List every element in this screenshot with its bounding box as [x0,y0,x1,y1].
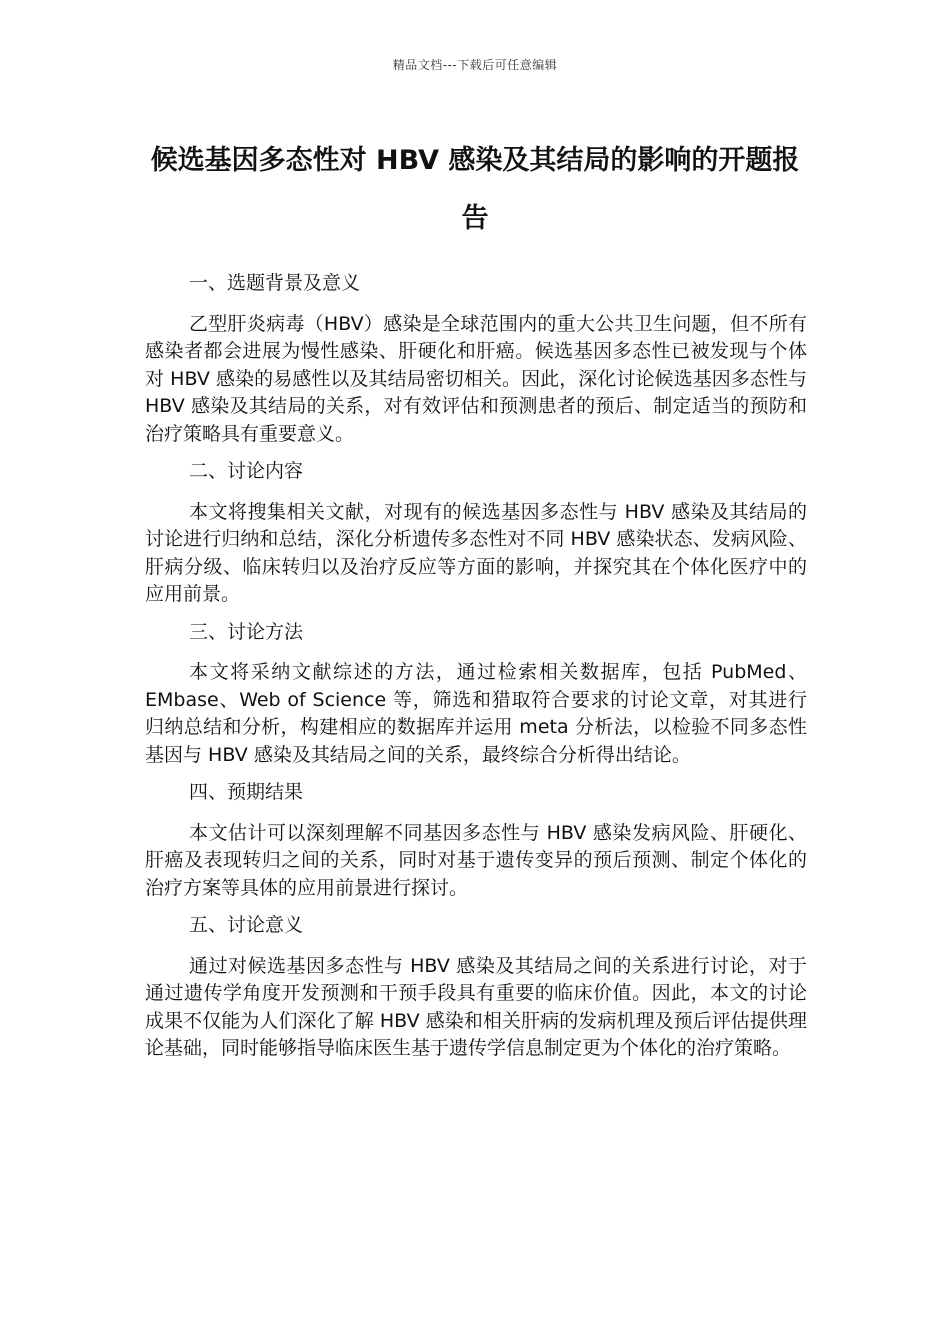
document-body [145,270,807,1073]
section-body-significance: 通过对候选基因多态性与 HBV 感染及其结局之间的关系进行讨论，对于通过遗传学角度开发预测和干预手段具有重要的临床价值。因此，本文的讨论成果不仅能为人们深化了解 HBV 感染和相关肝病的发病机理及预后评估提供理论基础，同时能够指导临床医生基于遗传学信息制定更为个体化的治疗策略。 [145,954,807,1059]
section-heading-background: 一、选题背景及意义 [189,272,361,294]
section-body-expected-results: 本文估计可以深刻理解不同基因多态性与 HBV 感染发病风险、肝硬化、肝癌及表现转归之间的关系，同时对基于遗传变异的预后预测、制定个体化的治疗方案等具体的应用前景进行探讨。 [145,821,807,899]
section-body-content: 本文将搜集相关文献，对现有的候选基因多态性与 HBV 感染及其结局的讨论进行归纳和总结，深化分析遗传多态性对不同 HBV 感染状态、发病风险、肝病分级、临床转归以及治疗反应等方面的影响，并探究其在个体化医疗中的应用前景。 [145,500,807,605]
section-heading-expected-results: 四、预期结果 [189,781,304,803]
section-heading-significance: 五、讨论意义 [189,914,304,936]
section-body-method: 本文将采纳文献综述的方法，通过检索相关数据库，包括 PubMed、EMbase、Web of Science 等，筛选和猎取符合要求的讨论文章，对其进行归纳总结和分析，构建相应的数据库并运用 meta 分析法，以检验不同多态性基因与 HBV 感染及其结局之间的关系，最终综合分析得出结论。 [145,661,807,766]
section-heading-method: 三、讨论方法 [189,620,304,643]
document-title: 候选基因多态性对 HBV 感染及其结局的影响的开题报告 [150,145,800,234]
header-note: 精品文档---下载后可任意编辑 [392,58,558,72]
section-heading-content: 二、讨论内容 [189,460,304,482]
section-body-background: 乙型肝炎病毒（HBV）感染是全球范围内的重大公共卫生问题，但不所有感染者都会进展为慢性感染、肝硬化和肝癌。候选基因多态性已被发现与个体对 HBV 感染的易感性以及其结局密切相关。因此，深化讨论候选基因多态性与 HBV 感染及其结局的关系，对有效评估和预测患者的预后、制定适当的预防和治疗策略具有重要意义。 [145,312,807,445]
